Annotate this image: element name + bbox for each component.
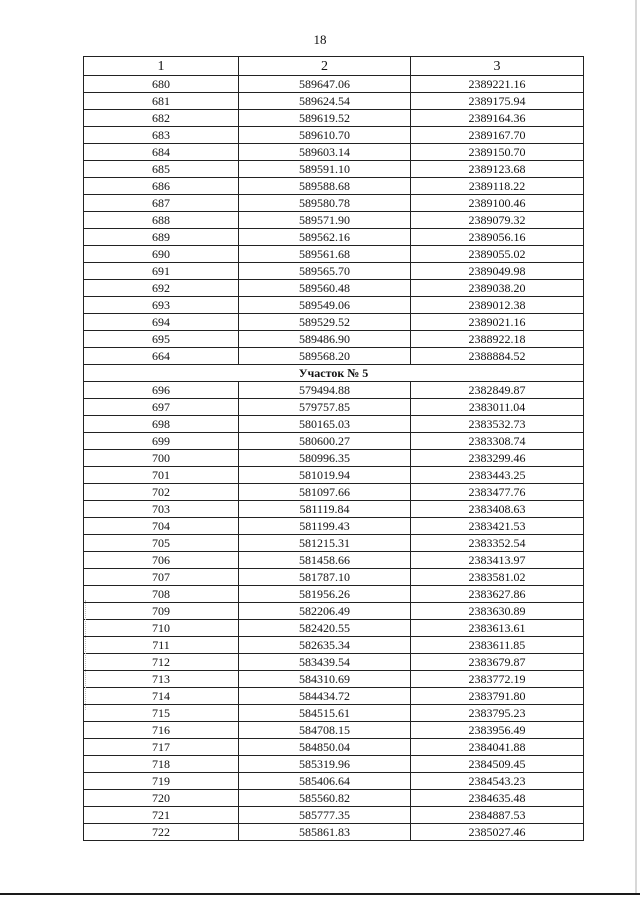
point-number-cell: 710 (84, 620, 239, 637)
table-row (84, 552, 584, 569)
x-coordinate-cell: 589529.52 (239, 314, 411, 331)
y-coordinate-cell: 2383011.04 (411, 399, 584, 416)
table-row (84, 586, 584, 603)
point-number-cell: 709 (84, 603, 239, 620)
point-number-cell: 682 (84, 110, 239, 127)
point-number-cell: 683 (84, 127, 239, 144)
table-row (84, 314, 584, 331)
table-row (84, 348, 584, 365)
x-coordinate-cell: 589619.52 (239, 110, 411, 127)
point-number-cell: 711 (84, 637, 239, 654)
y-coordinate-cell: 2389164.36 (411, 110, 584, 127)
y-coordinate-cell: 2384041.88 (411, 739, 584, 756)
y-coordinate-cell: 2389150.70 (411, 144, 584, 161)
table-row (84, 178, 584, 195)
table-row (84, 739, 584, 756)
table-row (84, 467, 584, 484)
y-coordinate-cell: 2383443.25 (411, 467, 584, 484)
table-row (84, 722, 584, 739)
y-coordinate-cell: 2384635.48 (411, 790, 584, 807)
y-coordinate-cell: 2389221.16 (411, 76, 584, 93)
y-coordinate-cell: 2388922.18 (411, 331, 584, 348)
x-coordinate-cell: 589565.70 (239, 263, 411, 280)
y-coordinate-cell: 2383795.23 (411, 705, 584, 722)
table-row (84, 280, 584, 297)
x-coordinate-cell: 584515.61 (239, 705, 411, 722)
table-row (84, 484, 584, 501)
point-number-cell: 698 (84, 416, 239, 433)
point-number-cell: 694 (84, 314, 239, 331)
y-coordinate-cell: 2383627.86 (411, 586, 584, 603)
x-coordinate-cell: 584708.15 (239, 722, 411, 739)
point-number-cell: 686 (84, 178, 239, 195)
point-number-cell: 693 (84, 297, 239, 314)
y-coordinate-cell: 2383477.76 (411, 484, 584, 501)
x-coordinate-cell: 581215.31 (239, 535, 411, 552)
scan-edge (635, 0, 637, 893)
point-number-cell: 719 (84, 773, 239, 790)
table-row (84, 569, 584, 586)
point-number-cell: 703 (84, 501, 239, 518)
point-number-cell: 708 (84, 586, 239, 603)
point-number-cell: 716 (84, 722, 239, 739)
coordinates-table (83, 56, 584, 841)
y-coordinate-cell: 2389012.38 (411, 297, 584, 314)
table-row (84, 416, 584, 433)
x-coordinate-cell: 585406.64 (239, 773, 411, 790)
table-row (84, 93, 584, 110)
y-coordinate-cell: 2389021.16 (411, 314, 584, 331)
y-coordinate-cell: 2389055.02 (411, 246, 584, 263)
y-coordinate-cell: 2383630.89 (411, 603, 584, 620)
y-coordinate-cell: 2385027.46 (411, 824, 584, 841)
table-row (84, 535, 584, 552)
table-row (84, 144, 584, 161)
column-header-1: 1 (84, 57, 239, 76)
table-row (84, 620, 584, 637)
point-number-cell: 706 (84, 552, 239, 569)
point-number-cell: 681 (84, 93, 239, 110)
y-coordinate-cell: 2383532.73 (411, 416, 584, 433)
y-coordinate-cell: 2383421.53 (411, 518, 584, 535)
table-row (84, 807, 584, 824)
y-coordinate-cell: 2383772.19 (411, 671, 584, 688)
x-coordinate-cell: 582206.49 (239, 603, 411, 620)
table-body (84, 57, 584, 841)
x-coordinate-cell: 581119.84 (239, 501, 411, 518)
table-row (84, 671, 584, 688)
x-coordinate-cell: 585777.35 (239, 807, 411, 824)
table-row (84, 824, 584, 841)
x-coordinate-cell: 589591.10 (239, 161, 411, 178)
x-coordinate-cell: 581458.66 (239, 552, 411, 569)
table-row (84, 246, 584, 263)
table-row (84, 297, 584, 314)
y-coordinate-cell: 2389100.46 (411, 195, 584, 212)
x-coordinate-cell: 580165.03 (239, 416, 411, 433)
table-row (84, 433, 584, 450)
x-coordinate-cell: 589588.68 (239, 178, 411, 195)
y-coordinate-cell: 2389175.94 (411, 93, 584, 110)
table-row (84, 263, 584, 280)
x-coordinate-cell: 582635.34 (239, 637, 411, 654)
x-coordinate-cell: 589647.06 (239, 76, 411, 93)
x-coordinate-cell: 580996.35 (239, 450, 411, 467)
y-coordinate-cell: 2389123.68 (411, 161, 584, 178)
y-coordinate-cell: 2383791.80 (411, 688, 584, 705)
y-coordinate-cell: 2382849.87 (411, 382, 584, 399)
x-coordinate-cell: 580600.27 (239, 433, 411, 450)
x-coordinate-cell: 583439.54 (239, 654, 411, 671)
table-row (84, 110, 584, 127)
table-row (84, 76, 584, 93)
y-coordinate-cell: 2383581.02 (411, 569, 584, 586)
point-number-cell: 699 (84, 433, 239, 450)
x-coordinate-cell: 584850.04 (239, 739, 411, 756)
scan-bottom-line (0, 893, 640, 895)
x-coordinate-cell: 589486.90 (239, 331, 411, 348)
table-header-row (84, 57, 584, 76)
y-coordinate-cell: 2389038.20 (411, 280, 584, 297)
column-header-2: 2 (239, 57, 411, 76)
table-row (84, 229, 584, 246)
y-coordinate-cell: 2383611.85 (411, 637, 584, 654)
x-coordinate-cell: 589580.78 (239, 195, 411, 212)
x-coordinate-cell: 589603.14 (239, 144, 411, 161)
y-coordinate-cell: 2389167.70 (411, 127, 584, 144)
x-coordinate-cell: 589562.16 (239, 229, 411, 246)
table-row (84, 501, 584, 518)
point-number-cell: 702 (84, 484, 239, 501)
y-coordinate-cell: 2383679.87 (411, 654, 584, 671)
y-coordinate-cell: 2384543.23 (411, 773, 584, 790)
x-coordinate-cell: 589549.06 (239, 297, 411, 314)
y-coordinate-cell: 2389118.22 (411, 178, 584, 195)
point-number-cell: 705 (84, 535, 239, 552)
table-row (84, 195, 584, 212)
point-number-cell: 718 (84, 756, 239, 773)
x-coordinate-cell: 579757.85 (239, 399, 411, 416)
point-number-cell: 721 (84, 807, 239, 824)
table-row (84, 654, 584, 671)
x-coordinate-cell: 585560.82 (239, 790, 411, 807)
x-coordinate-cell: 579494.88 (239, 382, 411, 399)
table-row (84, 756, 584, 773)
table-row (84, 399, 584, 416)
x-coordinate-cell: 584434.72 (239, 688, 411, 705)
point-number-cell: 720 (84, 790, 239, 807)
point-number-cell: 697 (84, 399, 239, 416)
point-number-cell: 707 (84, 569, 239, 586)
y-coordinate-cell: 2383956.49 (411, 722, 584, 739)
x-coordinate-cell: 582420.55 (239, 620, 411, 637)
table-row (84, 382, 584, 399)
point-number-cell: 685 (84, 161, 239, 178)
x-coordinate-cell: 581787.10 (239, 569, 411, 586)
table-row (84, 127, 584, 144)
x-coordinate-cell: 581956.26 (239, 586, 411, 603)
x-coordinate-cell: 581019.94 (239, 467, 411, 484)
section-title: Участок № 5 (84, 365, 584, 382)
x-coordinate-cell: 589561.68 (239, 246, 411, 263)
y-coordinate-cell: 2383308.74 (411, 433, 584, 450)
y-coordinate-cell: 2383299.46 (411, 450, 584, 467)
table-row (84, 518, 584, 535)
table-row (84, 603, 584, 620)
x-coordinate-cell: 589610.70 (239, 127, 411, 144)
y-coordinate-cell: 2383613.61 (411, 620, 584, 637)
x-coordinate-cell: 581199.43 (239, 518, 411, 535)
y-coordinate-cell: 2384887.53 (411, 807, 584, 824)
column-header-3: 3 (411, 57, 584, 76)
table-row (84, 773, 584, 790)
table-row (84, 450, 584, 467)
point-number-cell: 689 (84, 229, 239, 246)
x-coordinate-cell: 589624.54 (239, 93, 411, 110)
point-number-cell: 701 (84, 467, 239, 484)
table-row (84, 688, 584, 705)
table-row (84, 637, 584, 654)
table-row (84, 212, 584, 229)
y-coordinate-cell: 2388884.52 (411, 348, 584, 365)
x-coordinate-cell: 585861.83 (239, 824, 411, 841)
point-number-cell: 714 (84, 688, 239, 705)
point-number-cell: 712 (84, 654, 239, 671)
point-number-cell: 715 (84, 705, 239, 722)
scan-mark (85, 600, 87, 710)
y-coordinate-cell: 2384509.45 (411, 756, 584, 773)
point-number-cell: 696 (84, 382, 239, 399)
point-number-cell: 687 (84, 195, 239, 212)
x-coordinate-cell: 589560.48 (239, 280, 411, 297)
page-number: 18 (313, 32, 327, 47)
x-coordinate-cell: 589568.20 (239, 348, 411, 365)
point-number-cell: 722 (84, 824, 239, 841)
table-row (84, 331, 584, 348)
y-coordinate-cell: 2389079.32 (411, 212, 584, 229)
y-coordinate-cell: 2383408.63 (411, 501, 584, 518)
point-number-cell: 684 (84, 144, 239, 161)
point-number-cell: 690 (84, 246, 239, 263)
table-row (84, 790, 584, 807)
x-coordinate-cell: 585319.96 (239, 756, 411, 773)
point-number-cell: 700 (84, 450, 239, 467)
point-number-cell: 691 (84, 263, 239, 280)
table-row (84, 705, 584, 722)
point-number-cell: 692 (84, 280, 239, 297)
y-coordinate-cell: 2389049.98 (411, 263, 584, 280)
x-coordinate-cell: 589571.90 (239, 212, 411, 229)
point-number-cell: 713 (84, 671, 239, 688)
section-header-row (84, 365, 584, 382)
point-number-cell: 688 (84, 212, 239, 229)
point-number-cell: 704 (84, 518, 239, 535)
point-number-cell: 695 (84, 331, 239, 348)
y-coordinate-cell: 2383352.54 (411, 535, 584, 552)
y-coordinate-cell: 2389056.16 (411, 229, 584, 246)
point-number-cell: 717 (84, 739, 239, 756)
x-coordinate-cell: 584310.69 (239, 671, 411, 688)
point-number-cell: 680 (84, 76, 239, 93)
point-number-cell: 664 (84, 348, 239, 365)
table-row (84, 161, 584, 178)
y-coordinate-cell: 2383413.97 (411, 552, 584, 569)
x-coordinate-cell: 581097.66 (239, 484, 411, 501)
